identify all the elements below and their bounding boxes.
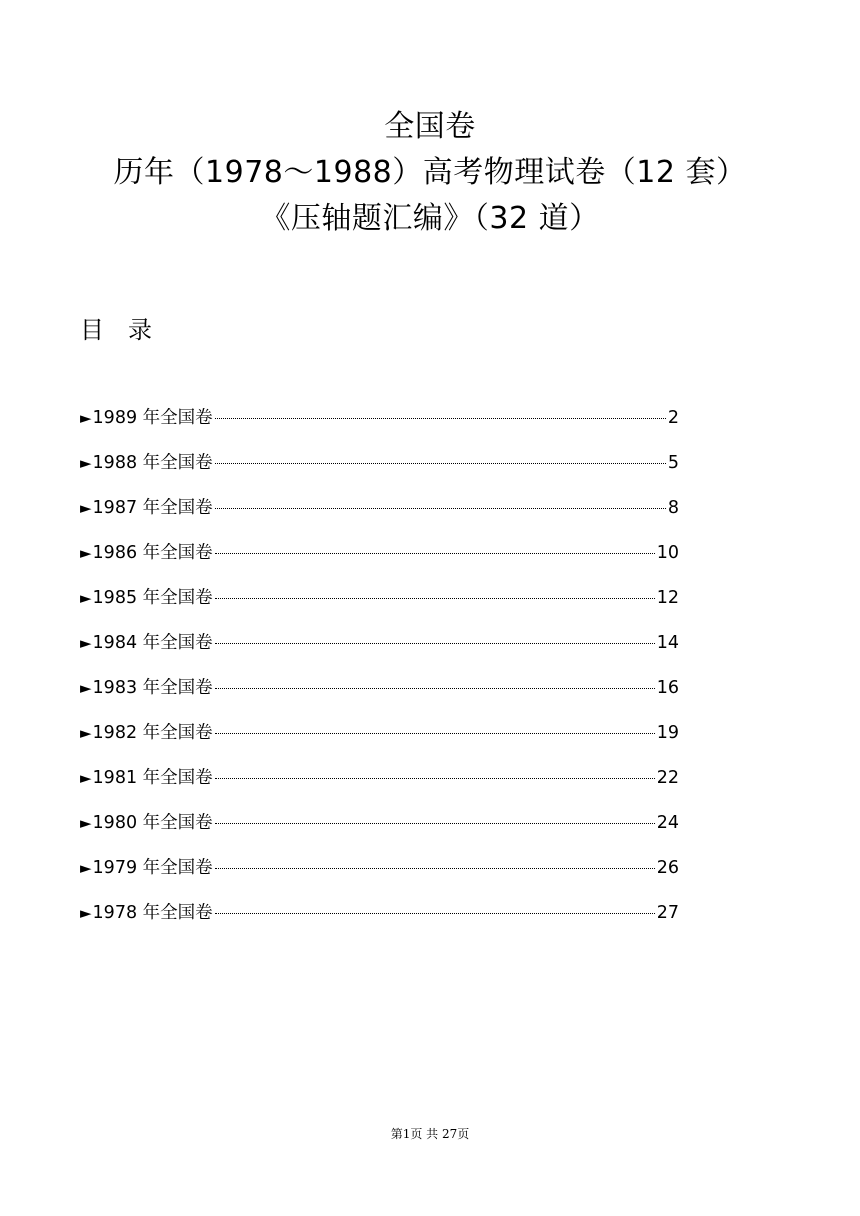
toc-entry-page: 5 <box>667 453 679 473</box>
triangle-bullet-icon: ► <box>80 454 92 472</box>
triangle-bullet-icon: ► <box>80 499 92 517</box>
toc-entry[interactable] <box>80 764 679 809</box>
toc-entry-label: 1981 年全国卷 <box>92 768 213 788</box>
toc-entry-page: 2 <box>667 408 679 428</box>
toc-heading: 目录 <box>80 316 176 344</box>
dot-leader <box>215 733 655 734</box>
triangle-bullet-icon: ► <box>80 769 92 787</box>
title-line-1: 全国卷 <box>384 109 476 144</box>
toc-entry[interactable] <box>80 809 679 854</box>
toc-entry[interactable] <box>80 629 679 674</box>
toc-entry[interactable] <box>80 494 679 539</box>
triangle-bullet-icon: ► <box>80 814 92 832</box>
triangle-bullet-icon: ► <box>80 904 92 922</box>
dot-leader <box>215 598 655 599</box>
triangle-bullet-icon: ► <box>80 679 92 697</box>
dot-leader <box>215 823 655 824</box>
toc-entry[interactable] <box>80 719 679 764</box>
dot-leader <box>215 508 666 509</box>
dot-leader <box>215 868 655 869</box>
toc-entry-page: 14 <box>656 633 679 653</box>
dot-leader <box>215 913 655 914</box>
document-title <box>0 104 860 242</box>
triangle-bullet-icon: ► <box>80 634 92 652</box>
toc-entry-page: 8 <box>667 498 679 518</box>
toc-entry-page: 27 <box>656 903 679 923</box>
toc-entry-label: 1986 年全国卷 <box>92 543 213 563</box>
toc-entry[interactable] <box>80 404 679 449</box>
toc-entry-label: 1987 年全国卷 <box>92 498 213 518</box>
toc-entry[interactable] <box>80 899 679 944</box>
dot-leader <box>215 778 655 779</box>
toc-list <box>80 404 679 944</box>
dot-leader <box>215 463 666 464</box>
toc-entry-page: 22 <box>656 768 679 788</box>
toc-entry-label: 1982 年全国卷 <box>92 723 213 743</box>
toc-entry-label: 1988 年全国卷 <box>92 453 213 473</box>
dot-leader <box>215 643 655 644</box>
dot-leader <box>215 553 655 554</box>
toc-entry-label: 1979 年全国卷 <box>92 858 213 878</box>
triangle-bullet-icon: ► <box>80 409 92 427</box>
triangle-bullet-icon: ► <box>80 589 92 607</box>
page-footer: 第1页 共 27页 <box>390 1127 470 1141</box>
toc-entry-page: 26 <box>656 858 679 878</box>
toc-entry-page: 12 <box>656 588 679 608</box>
toc-entry-label: 1980 年全国卷 <box>92 813 213 833</box>
toc-entry[interactable] <box>80 674 679 719</box>
triangle-bullet-icon: ► <box>80 859 92 877</box>
title-line-2: 历年（1978～1988）高考物理试卷（12 套） <box>113 155 747 190</box>
toc-entry-page: 19 <box>656 723 679 743</box>
toc-entry[interactable] <box>80 584 679 629</box>
toc-entry-page: 16 <box>656 678 679 698</box>
dot-leader <box>215 418 666 419</box>
toc-entry-page: 10 <box>656 543 679 563</box>
toc-entry-label: 1984 年全国卷 <box>92 633 213 653</box>
dot-leader <box>215 688 655 689</box>
toc-entry-label: 1985 年全国卷 <box>92 588 213 608</box>
toc-entry-label: 1989 年全国卷 <box>92 408 213 428</box>
toc-entry-label: 1978 年全国卷 <box>92 903 213 923</box>
triangle-bullet-icon: ► <box>80 544 92 562</box>
title-line-3: 《压轴题汇编》（32 道） <box>260 201 600 236</box>
toc-entry[interactable] <box>80 449 679 494</box>
toc-entry[interactable] <box>80 539 679 584</box>
toc-entry-page: 24 <box>656 813 679 833</box>
toc-entry-label: 1983 年全国卷 <box>92 678 213 698</box>
toc-entry[interactable] <box>80 854 679 899</box>
triangle-bullet-icon: ► <box>80 724 92 742</box>
